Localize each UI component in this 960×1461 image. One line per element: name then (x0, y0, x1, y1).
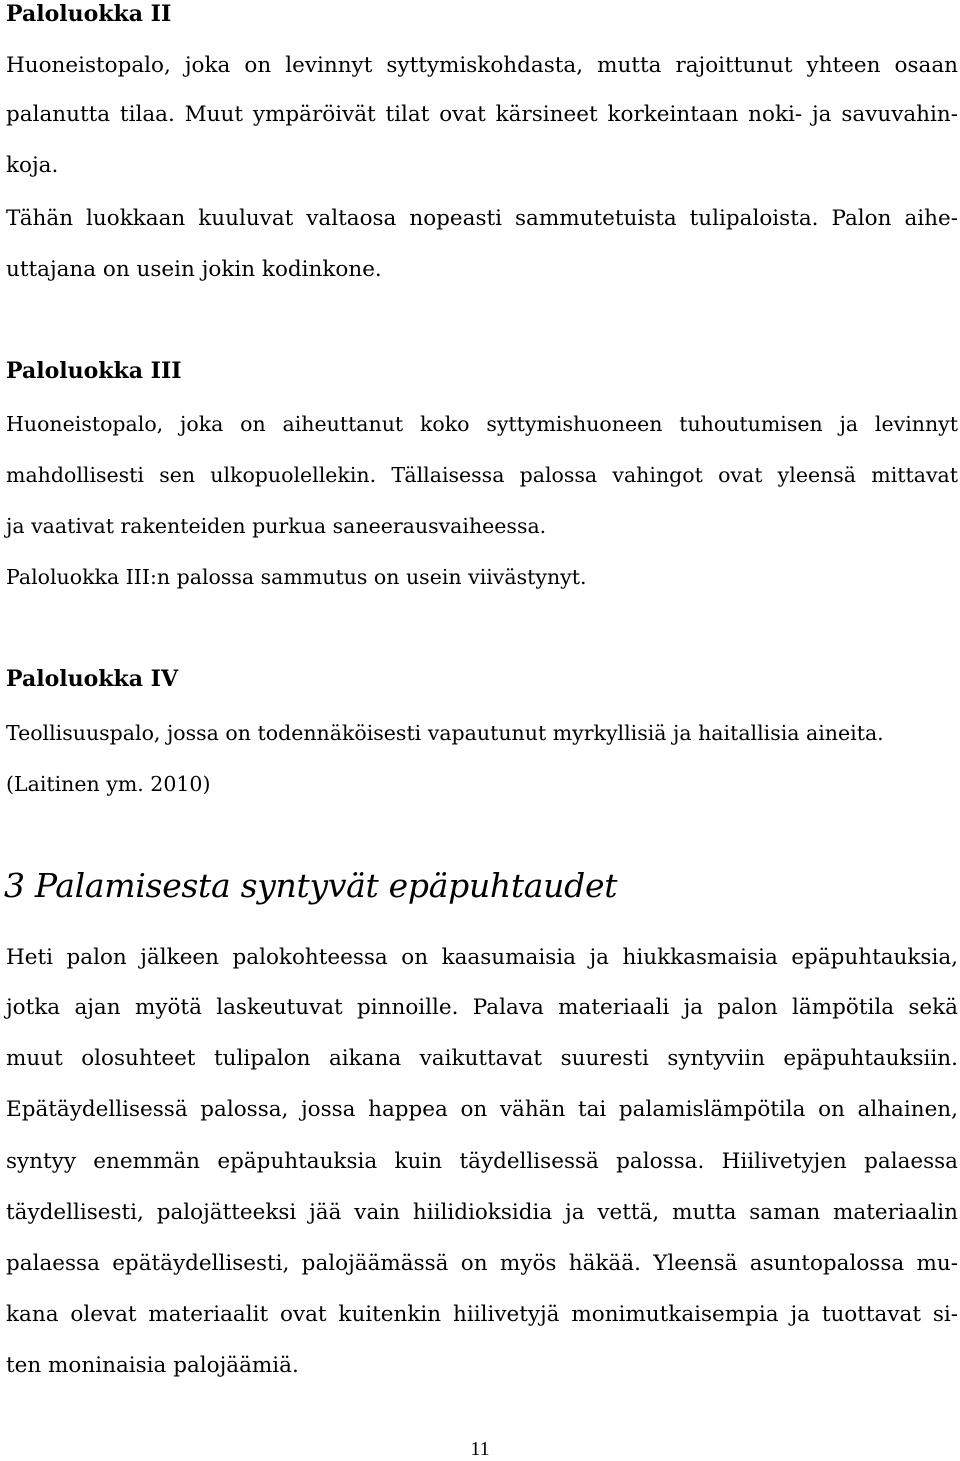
body-line: Heti palon jälkeen palokohteessa on kaasumaisia ja hiukkasmaisia epäpuhtauksia, (6, 945, 958, 970)
section-heading: Paloluokka II (6, 1, 172, 27)
body-line: Teollisuuspalo, jossa on todennäköisesti vapautunut myrkyllisiä ja haitallisia aineita. (6, 721, 884, 745)
chapter-heading: 3 Palamisesta syntyvät epäpuhtaudet (4, 866, 618, 905)
body-line: palaessa epätäydellisesti, palojäämässä on myös häkää. Yleensä asuntopalossa mu- (6, 1251, 958, 1276)
body-line: ja vaativat rakenteiden purkua saneerausvaiheessa. (6, 514, 547, 538)
body-line: muut olosuhteet tulipalon aikana vaikuttavat suuresti syntyviin epäpuhtauksiin. (6, 1046, 958, 1071)
body-line: Paloluokka III:n palossa sammutus on usein viivästynyt. (6, 565, 587, 589)
body-line: syntyy enemmän epäpuhtauksia kuin täydellisessä palossa. Hiilivetyjen palaessa (6, 1149, 958, 1174)
section-heading: Paloluokka III (6, 358, 182, 384)
body-line: ten moninaisia palojäämiä. (6, 1353, 299, 1378)
body-line: Tähän luokkaan kuuluvat valtaosa nopeasti sammutetuista tulipaloista. Palon aihe- (6, 206, 958, 231)
body-line: Huoneistopalo, joka on levinnyt syttymiskohdasta, mutta rajoittunut yhteen osaan (6, 53, 958, 78)
body-line: kana olevat materiaalit ovat kuitenkin hiilivetyjä monimutkaisempia ja tuottavat si- (6, 1302, 958, 1327)
body-line: koja. (6, 153, 59, 178)
body-line: Huoneistopalo, joka on aiheuttanut koko syttymishuoneen tuhoutumisen ja levinnyt (6, 412, 958, 436)
body-line: palanutta tilaa. Muut ympäröivät tilat ovat kärsineet korkeintaan noki- ja savuvahin- (6, 102, 958, 127)
body-line: täydellisesti, palojätteeksi jää vain hiilidioksidia ja vettä, mutta saman materiaalin (6, 1200, 958, 1225)
body-line: (Laitinen ym. 2010) (6, 772, 211, 796)
body-line: mahdollisesti sen ulkopuolellekin. Tällaisessa palossa vahingot ovat yleensä mittavat (6, 463, 958, 487)
page-number: 11 (470, 1438, 490, 1460)
body-line: Epätäydellisessä palossa, jossa happea on vähän tai palamislämpötila on alhainen, (6, 1097, 958, 1122)
body-line: jotka ajan myötä laskeutuvat pinnoille. Palava materiaali ja palon lämpötila sekä (6, 995, 958, 1020)
section-heading: Paloluokka IV (6, 666, 179, 692)
body-line: uttajana on usein jokin kodinkone. (6, 257, 382, 282)
